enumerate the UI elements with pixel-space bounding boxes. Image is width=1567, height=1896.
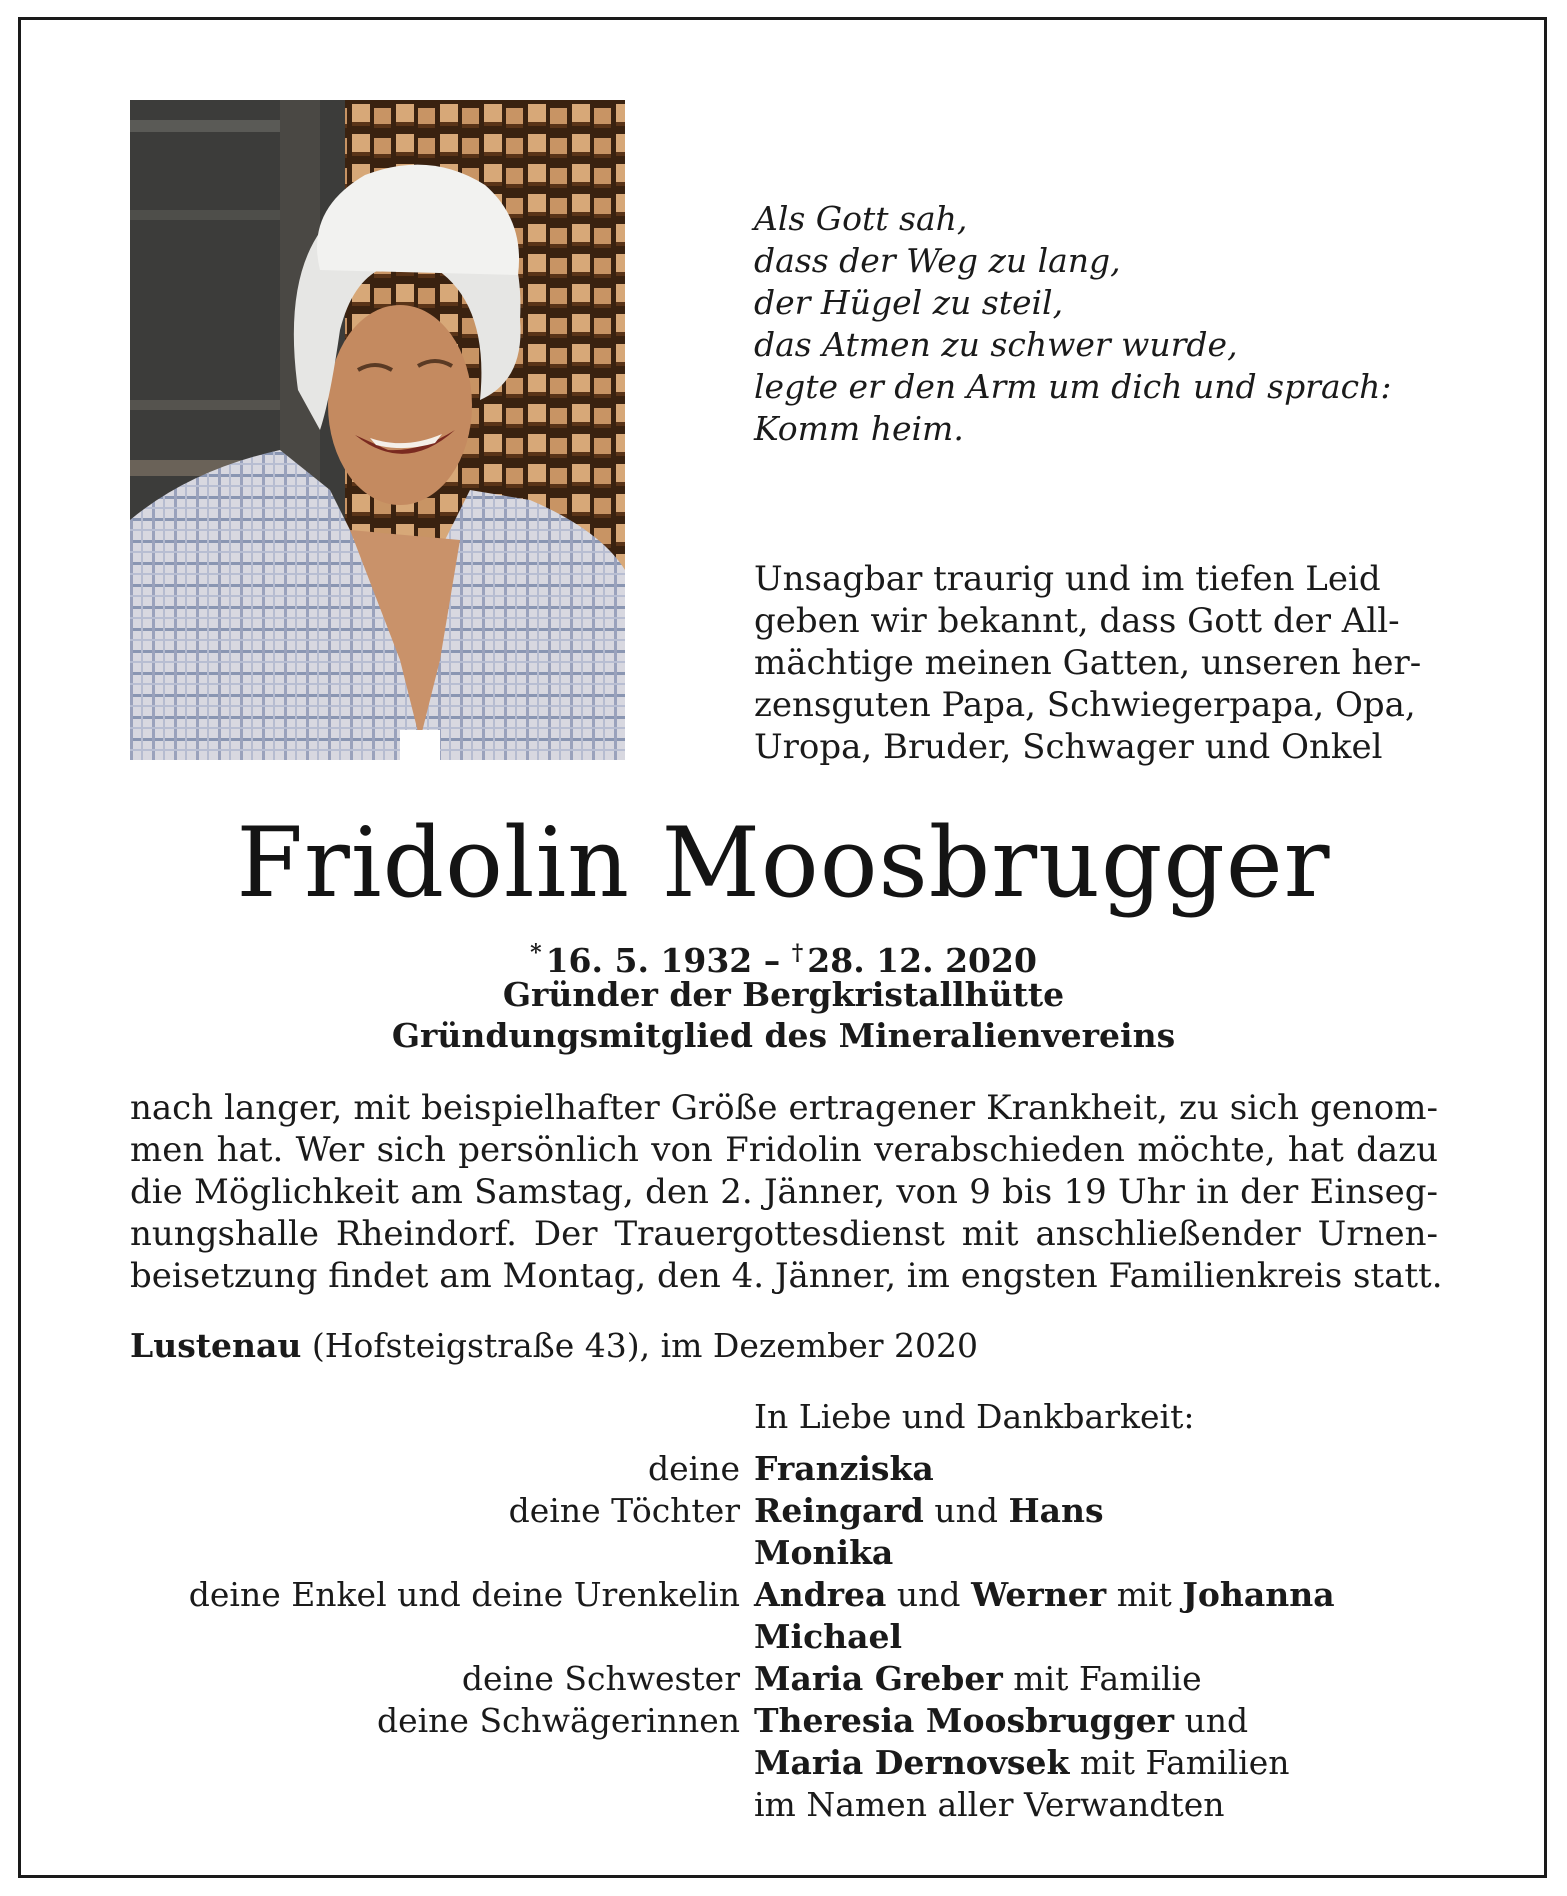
life-dates xyxy=(0,933,1567,981)
mourner-name: Andrea xyxy=(754,1575,887,1614)
mourner-row xyxy=(0,1574,1567,1616)
mourner-row xyxy=(0,1490,1567,1532)
date-dash: – xyxy=(763,941,781,980)
mourner-names xyxy=(754,1784,1224,1826)
mourner-connector: und xyxy=(1174,1701,1249,1740)
intro-text xyxy=(754,558,1436,768)
mourner-names xyxy=(754,1616,902,1658)
death-symbol: † xyxy=(791,940,804,966)
intro-line: mächtige meinen Gatten, unseren her- xyxy=(754,643,1422,683)
mourner-name: Theresia Moosbrugger xyxy=(754,1701,1175,1740)
deceased-name: Fridolin Moosbrugger xyxy=(236,807,1331,919)
mourner-connector: und xyxy=(886,1575,972,1614)
poem-line: Komm heim. xyxy=(754,409,964,448)
body-line: nungshalle Rheindorf. Der Trauergottesdienst mit anschließender Urnen- xyxy=(130,1214,1438,1254)
body-line: nach langer, mit beispielhafter Größe ertragener Krankheit, zu sich genom- xyxy=(130,1088,1438,1128)
mourner-row xyxy=(0,1532,1567,1574)
announcement-body xyxy=(130,1087,1443,1297)
mourner-connector: mit xyxy=(1106,1575,1183,1614)
poem-line: das Atmen zu schwer wurde, xyxy=(754,325,1238,364)
mourner-row xyxy=(0,1448,1567,1490)
mourners-list xyxy=(0,1448,1567,1826)
intro-line: geben wir bekannt, dass Gott der All- xyxy=(754,601,1400,641)
poem-line: der Hügel zu steil, xyxy=(754,283,1064,322)
mourner-name: Maria Dernovsek xyxy=(754,1743,1070,1782)
address-date: (Hofsteigstraße 43), im Dezember 2020 xyxy=(301,1326,979,1365)
poem xyxy=(754,198,1454,450)
mourner-name: Werner xyxy=(971,1575,1107,1614)
mourner-relation: deine Enkel und deine Urenkelin xyxy=(188,1575,740,1614)
mourner-relation: deine Schwester xyxy=(461,1659,740,1698)
mourner-names xyxy=(754,1490,1104,1532)
mourner-name: Franziska xyxy=(754,1449,934,1488)
mourner-name: Maria Greber xyxy=(754,1659,1003,1698)
body-line: beisetzung findet am Montag, den 4. Jänner, im engsten Familienkreis statt. xyxy=(130,1256,1443,1296)
birth-symbol: * xyxy=(530,940,542,966)
place-and-date xyxy=(130,1325,978,1367)
mourner-connector: und xyxy=(923,1491,1009,1530)
birth-date: 16. 5. 1932 xyxy=(545,941,753,980)
mourner-connector: mit Familie xyxy=(1002,1659,1202,1698)
mourner-names xyxy=(754,1658,1202,1700)
mourner-names xyxy=(754,1532,893,1574)
poem-line: dass der Weg zu lang, xyxy=(754,241,1121,280)
intro-line: Uropa, Bruder, Schwager und Onkel xyxy=(754,727,1383,767)
mourner-names xyxy=(754,1742,1289,1784)
mourner-connector: im Namen aller Verwandten xyxy=(754,1785,1225,1824)
role-line: Gründungsmitglied des Mineralienvereins xyxy=(391,1016,1176,1055)
body-line: men hat. Wer sich persönlich von Fridolin verabschieden möchte, hat dazu xyxy=(130,1130,1438,1170)
mourner-names xyxy=(754,1700,1248,1742)
mourner-names xyxy=(754,1448,934,1490)
mourner-name: Reingard xyxy=(754,1491,924,1530)
mourner-relation: deine Töchter xyxy=(508,1491,740,1530)
poem-line: legte er den Arm um dich und sprach: xyxy=(754,367,1392,406)
mourner-row xyxy=(0,1742,1567,1784)
mourner-relation: deine xyxy=(648,1449,740,1488)
mourner-row xyxy=(0,1658,1567,1700)
mourner-row xyxy=(0,1616,1567,1658)
mourner-name: Johanna xyxy=(1182,1575,1335,1614)
mourner-connector: mit Familien xyxy=(1069,1743,1290,1782)
mourner-row xyxy=(0,1784,1567,1826)
poem-line: Als Gott sah, xyxy=(754,199,968,238)
town: Lustenau xyxy=(130,1326,302,1365)
body-line: die Möglichkeit am Samstag, den 2. Jänner, von 9 bis 19 Uhr in der Einseg- xyxy=(130,1172,1438,1212)
mourner-name: Michael xyxy=(754,1617,903,1656)
mourner-relation: deine Schwägerinnen xyxy=(376,1701,740,1740)
role-line: Gründer der Bergkristallhütte xyxy=(502,975,1065,1014)
intro-line: Unsagbar traurig und im tiefen Leid xyxy=(754,559,1381,599)
mourner-row xyxy=(0,1700,1567,1742)
mourner-names xyxy=(754,1574,1335,1616)
mourner-name: Monika xyxy=(754,1533,894,1572)
thanks-line: In Liebe und Dankbarkeit: xyxy=(754,1397,1195,1436)
intro-line: zensguten Papa, Schwiegerpapa, Opa, xyxy=(754,685,1416,725)
death-date: 28. 12. 2020 xyxy=(807,941,1037,980)
portrait-photo xyxy=(130,100,625,760)
mourner-name: Hans xyxy=(1008,1491,1104,1530)
